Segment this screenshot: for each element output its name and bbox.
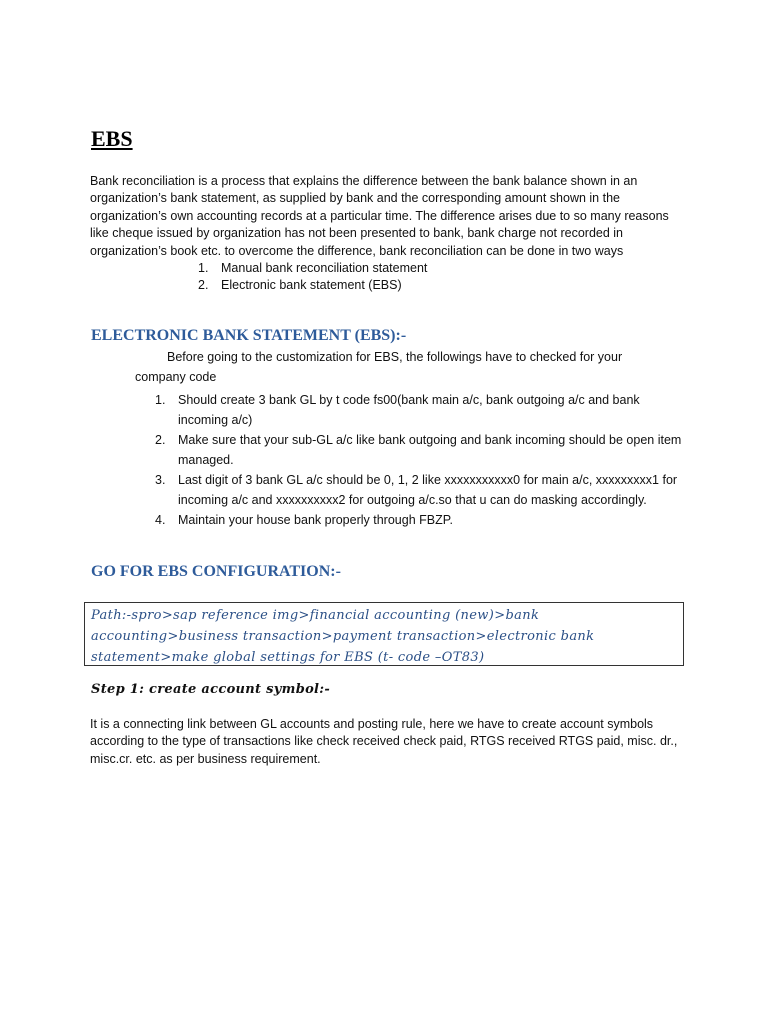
list-number: 1.	[155, 393, 166, 407]
list-text: Electronic bank statement (EBS)	[221, 278, 402, 293]
intro-paragraph: Bank reconciliation is a process that explains the difference between the bank balance shown in an organization’s bank statement, as supplied by bank and the corresponding amount shown in the organization’s own accounting records at a particular time. The difference arises due to so many reasons like cheque issued by organization has not been presented to bank, bank charge not recorded in organization’s book etc. to overcome the difference, bank reconciliation can be done in two ways	[90, 174, 669, 258]
config-path-line: statement>make global settings for EBS (t- code –OT83)	[91, 650, 485, 665]
list-text: Manual bank reconciliation statement	[221, 261, 428, 275]
list-text: Maintain your house bank properly through FBZP.	[178, 513, 453, 527]
list-item	[155, 470, 685, 510]
list-item	[155, 510, 685, 530]
config-section-heading: GO FOR EBS CONFIGURATION:-	[91, 563, 341, 580]
list-number: 4.	[155, 513, 166, 527]
config-path-box	[84, 602, 684, 666]
checks-intro-line-2: company code	[135, 370, 217, 384]
document-title: EBS	[91, 126, 133, 151]
list-text: Should create 3 bank GL by t code fs00(bank main a/c, bank outgoing a/c and bank incoming a/c)	[178, 393, 640, 427]
list-item	[155, 430, 685, 470]
list-number: 1.	[198, 261, 209, 275]
config-path-line: Path:-spro>sap reference img>financial accounting (new)>bank	[91, 608, 540, 623]
checks-intro-line-1: Before going to the customization for EBS, the followings have to checked for your	[167, 350, 623, 364]
step-1-description: It is a connecting link between GL accounts and posting rule, here we have to create account symbols according to the type of transactions like check received check paid, RTGS received RTGS paid, misc. dr., misc.cr. etc. as per business requirement.	[90, 717, 678, 766]
list-item	[155, 390, 685, 430]
list-item	[198, 260, 427, 277]
prerequisites-list	[155, 390, 685, 530]
list-number: 2.	[155, 433, 166, 447]
list-text: Make sure that your sub-GL a/c like bank outgoing and bank incoming should be open item managed.	[178, 433, 682, 467]
step-1-heading: Step 1: create account symbol:-	[91, 682, 331, 697]
list-number: 3.	[155, 473, 166, 487]
reconciliation-ways-list	[198, 260, 427, 295]
list-item	[198, 277, 427, 294]
ebs-section-heading: ELECTRONIC BANK STATEMENT (EBS):-	[91, 327, 407, 344]
list-number: 2.	[198, 278, 209, 293]
config-path-line: accounting>business transaction>payment transaction>electronic bank	[91, 629, 595, 644]
list-text: Last digit of 3 bank GL a/c should be 0, 1, 2 like xxxxxxxxxxx0 for main a/c, xxxxxxxxx1 for incoming a/c and xxxxxxxxxx2 for outgoing a/c.so that u can do masking accordingly.	[178, 473, 678, 507]
